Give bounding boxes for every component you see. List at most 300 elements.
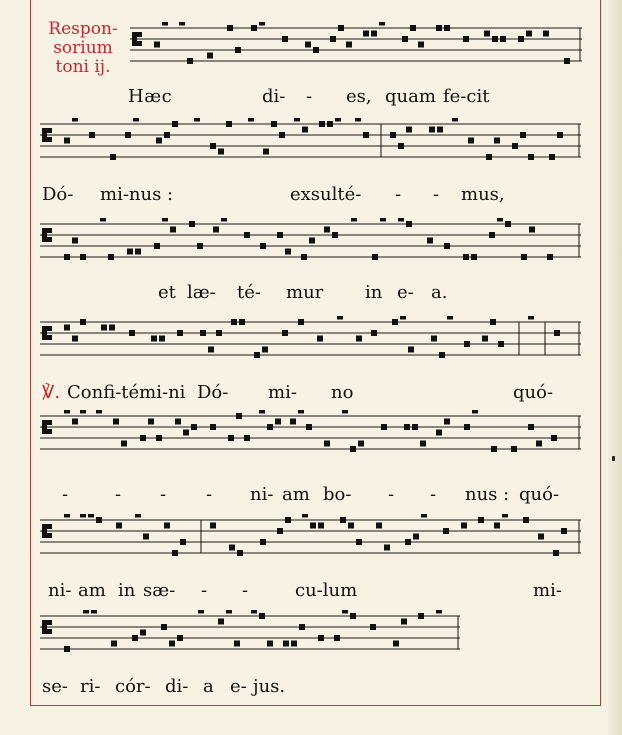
neume-note: [447, 316, 453, 320]
syllable: no: [331, 382, 354, 403]
lyric-line: [0, 676, 622, 700]
neume-note: [298, 410, 304, 414]
neume-note: [172, 550, 178, 556]
neume-note: [309, 238, 315, 244]
neume-note: [471, 254, 477, 260]
neume-note: [251, 610, 257, 614]
neume-note: [282, 330, 288, 336]
neume-note: [358, 441, 364, 447]
neume-note: [384, 545, 390, 551]
syllable: cu-lum: [295, 580, 358, 601]
neume-note: [486, 154, 492, 160]
neume-note: [154, 42, 160, 48]
neume-note: [177, 330, 183, 336]
responsory-label: [40, 20, 126, 77]
neume-note: [372, 254, 378, 260]
bottom-margin-rule: [30, 705, 601, 706]
neume-note: [244, 435, 250, 441]
clef-mark: [47, 620, 52, 625]
neume-note: [218, 149, 224, 155]
neume-note: [262, 347, 268, 353]
clef-mark: [47, 629, 52, 634]
neume-note: [464, 341, 470, 347]
neume-note: [132, 635, 138, 641]
neume-note: [156, 435, 162, 441]
neume-note: [393, 641, 399, 647]
neume-note: [463, 254, 469, 260]
neume-note: [431, 336, 437, 342]
syllable: quam: [385, 86, 436, 107]
neume-note: [444, 25, 450, 31]
syllable: mi-: [268, 382, 297, 403]
neume-note: [283, 641, 289, 647]
neume-note: [208, 347, 214, 353]
page-edge-shadow: [608, 0, 622, 735]
lyric-line: [0, 282, 622, 306]
syllable: -: [115, 484, 122, 505]
neume-note: [412, 424, 418, 430]
lyric-line: [0, 86, 622, 110]
neume-note: [497, 218, 503, 222]
staff-lines: [130, 22, 582, 68]
lyric-line: [0, 580, 622, 604]
neume-note: [324, 441, 330, 447]
syllable: in: [118, 580, 136, 601]
neume-note: [291, 641, 297, 647]
neume-note: [260, 539, 266, 545]
neume-note: [80, 514, 86, 518]
syllable: mi-nus :: [100, 184, 174, 205]
versicle-mark: ℣.: [42, 382, 61, 403]
clef-mark: [47, 429, 52, 434]
neume-note: [512, 143, 518, 149]
neume-note: [116, 523, 122, 529]
neume-note: [528, 154, 534, 160]
neume-note: [500, 36, 506, 42]
neume-note: [405, 539, 411, 545]
neume-note: [162, 22, 168, 26]
neume-note: [498, 341, 504, 347]
neume-note: [318, 635, 324, 641]
neume-note: [80, 410, 86, 414]
neume-note: [436, 430, 442, 436]
syllable: e-: [397, 282, 414, 303]
neume-note: [511, 446, 517, 452]
neume-note: [355, 118, 361, 122]
syllable: -: [395, 184, 402, 205]
neume-note: [408, 347, 414, 353]
neume-note: [179, 22, 185, 26]
neume-note: [381, 424, 387, 430]
neume-note: [489, 232, 495, 238]
neume-note: [229, 545, 235, 551]
neume-note: [418, 42, 424, 48]
neume-note: [437, 127, 443, 133]
neume-note: [254, 352, 260, 358]
staff-lines: [40, 514, 581, 566]
neume-note: [491, 446, 497, 452]
neume-note: [348, 523, 354, 529]
neume-note: [89, 132, 95, 138]
neume-note: [351, 218, 357, 222]
neume-note: [564, 58, 570, 64]
neume-note: [111, 641, 117, 647]
staff-lines: [40, 410, 581, 468]
neume-note: [159, 336, 165, 342]
neume-note: [221, 218, 227, 222]
clef-mark: [42, 326, 47, 340]
clef-mark: [47, 524, 52, 529]
neume-note: [148, 419, 154, 425]
syllable: di-: [165, 676, 189, 697]
neume-note: [420, 441, 426, 447]
syllable: mus,: [461, 184, 505, 205]
neume-note: [237, 550, 243, 556]
neume-note: [151, 336, 157, 342]
syllable: es,: [346, 86, 372, 107]
neume-note: [198, 610, 204, 614]
neume-note: [109, 325, 115, 331]
neume-note: [346, 42, 352, 48]
neume-note: [490, 319, 496, 325]
neume-note: [318, 523, 324, 529]
neume-note: [298, 319, 304, 325]
syllable: -: [242, 580, 249, 601]
neume-note: [538, 534, 544, 540]
neume-note: [439, 352, 445, 358]
neume-note: [228, 435, 234, 441]
neume-note: [427, 238, 433, 244]
staff-lines: [40, 316, 581, 368]
neume-note: [64, 138, 70, 144]
neume-note: [271, 121, 277, 127]
neume-note: [526, 31, 532, 37]
neume-note: [327, 121, 333, 127]
neume-note: [259, 22, 265, 26]
neume-note: [64, 254, 70, 260]
neume-note: [478, 517, 484, 523]
lyric-line: [0, 382, 622, 406]
neume-note: [549, 154, 555, 160]
neume-note: [290, 419, 296, 425]
clef-mark: [137, 32, 142, 37]
neume-note: [83, 610, 89, 614]
neume-note: [216, 330, 222, 336]
neume-note: [164, 132, 170, 138]
neume-note: [463, 36, 469, 42]
neume-note: [338, 25, 344, 31]
neume-note: [356, 539, 362, 545]
neume-note: [492, 36, 498, 42]
clef-mark: [47, 137, 52, 142]
neume-note: [227, 25, 233, 31]
music-staff: [40, 410, 581, 468]
neume-note: [285, 249, 291, 255]
syllable: bo-: [323, 484, 352, 505]
neume-note: [302, 127, 308, 133]
neume-note: [334, 635, 340, 641]
neume-note: [239, 319, 245, 325]
neume-note: [96, 410, 102, 414]
syllable: Confi-témi-ni: [67, 382, 186, 403]
neume-note: [452, 118, 458, 122]
clef-mark: [47, 335, 52, 340]
syllable: -: [433, 184, 440, 205]
neume-note: [494, 138, 500, 144]
neume-note: [183, 430, 189, 436]
clef-mark: [42, 228, 47, 242]
neume-note: [133, 118, 139, 122]
syllable: quó-: [513, 382, 554, 403]
neume-note: [213, 227, 219, 233]
neume-note: [461, 523, 467, 529]
neume-note: [88, 514, 94, 518]
neume-note: [379, 22, 385, 26]
neume-note: [561, 528, 567, 534]
neume-note: [547, 254, 553, 260]
neume-note: [337, 316, 343, 320]
music-staff: [130, 22, 582, 68]
clef-mark: [47, 420, 52, 425]
syllable: ni-: [250, 484, 274, 505]
neume-note: [340, 517, 346, 523]
neume-note: [518, 36, 524, 42]
syllable: mur: [286, 282, 324, 303]
music-staff: [40, 118, 581, 166]
neume-note: [80, 254, 86, 260]
music-staff: [40, 316, 581, 368]
syllable: -: [430, 484, 437, 505]
neume-note: [154, 243, 160, 249]
neume-note: [282, 36, 288, 42]
neume-note: [528, 316, 534, 320]
neume-note: [244, 232, 250, 238]
neume-note: [342, 610, 348, 614]
neume-note: [342, 410, 348, 414]
neume-note: [187, 58, 193, 64]
neume-note: [191, 424, 197, 430]
neume-note: [259, 410, 265, 414]
neume-note: [259, 613, 265, 619]
neume-note: [180, 539, 186, 545]
syllable: Hæc: [128, 86, 173, 107]
neume-note: [406, 221, 412, 227]
neume-note: [302, 514, 308, 518]
clef-mark: [47, 237, 52, 242]
neume-note: [135, 514, 141, 518]
neume-note: [135, 249, 141, 255]
responsory-label-line: toni ij.: [55, 57, 111, 77]
neume-note: [125, 132, 131, 138]
neume-note: [207, 53, 213, 59]
syllable: -: [62, 484, 69, 505]
neume-note: [551, 435, 557, 441]
neume-note: [156, 138, 162, 144]
neume-note: [406, 127, 412, 133]
syllable: -: [160, 484, 167, 505]
music-staff: [40, 218, 581, 268]
neume-note: [235, 47, 241, 53]
neume-note: [80, 319, 86, 325]
neume-note: [523, 517, 529, 523]
neume-note: [444, 419, 450, 425]
syllable: cór-: [115, 676, 151, 697]
clef-mark: [42, 420, 47, 434]
syllable: mi-: [533, 580, 562, 601]
neume-note: [275, 419, 281, 425]
ink-speck: [612, 456, 615, 461]
neume-note: [226, 610, 232, 614]
neume-note: [121, 441, 127, 447]
neume-note: [443, 528, 449, 534]
neume-note: [251, 25, 257, 31]
neume-note: [332, 232, 338, 238]
syllable: -: [206, 484, 213, 505]
neume-note: [210, 143, 216, 149]
neume-note: [313, 47, 319, 53]
neume-note: [299, 624, 305, 630]
staff-lines: [40, 118, 581, 166]
neume-note: [218, 619, 224, 625]
neume-note: [267, 641, 273, 647]
music-staff: [40, 514, 581, 566]
neume-note: [429, 127, 435, 133]
neume-note: [472, 410, 478, 414]
neume-note: [330, 36, 336, 42]
neume-note: [521, 254, 527, 260]
syllable: a: [203, 676, 214, 697]
neume-note: [260, 243, 266, 249]
neume-note: [436, 610, 442, 614]
neume-note: [520, 132, 526, 138]
neume-note: [444, 243, 450, 249]
clef-mark: [132, 32, 137, 46]
syllable: ni-: [48, 580, 72, 601]
neume-note: [197, 243, 203, 249]
neume-note: [464, 424, 470, 430]
staff-lines: [40, 610, 460, 668]
neume-note: [436, 25, 442, 31]
neume-note: [413, 534, 419, 540]
neume-note: [350, 446, 356, 452]
clef-mark: [47, 326, 52, 331]
neume-note: [189, 221, 195, 227]
neume-note: [64, 410, 70, 414]
neume-note: [110, 154, 116, 160]
clef-mark: [42, 620, 47, 634]
neume-note: [350, 613, 356, 619]
syllable: sæ-: [143, 580, 176, 601]
neume-note: [72, 336, 78, 342]
neume-note: [164, 523, 170, 529]
syllable: fe-cit: [443, 86, 490, 107]
neume-note: [404, 424, 410, 430]
neume-note: [324, 227, 330, 233]
clef-mark: [42, 524, 47, 538]
neume-note: [543, 31, 549, 37]
neume-note: [557, 132, 563, 138]
neume-note: [100, 218, 106, 222]
clef-mark: [42, 128, 47, 142]
neume-note: [380, 218, 386, 222]
neume-note: [169, 641, 175, 647]
neume-note: [317, 336, 323, 342]
neume-note: [294, 118, 300, 122]
neume-note: [398, 218, 404, 222]
neume-note: [301, 254, 307, 260]
staff-lines: [40, 218, 581, 268]
neume-note: [267, 424, 273, 430]
syllable: di-: [262, 86, 286, 107]
neume-note: [162, 218, 168, 222]
neume-note: [305, 42, 311, 48]
neume-note: [236, 413, 242, 419]
syllable: nus :: [465, 484, 510, 505]
syllable: té-: [237, 282, 261, 303]
responsory-label-line: sorium: [53, 38, 113, 58]
neume-note: [319, 121, 325, 127]
neume-note: [392, 319, 398, 325]
neume-note: [468, 138, 474, 144]
neume-note: [371, 31, 377, 37]
syllable: in: [365, 282, 383, 303]
neume-note: [376, 523, 382, 529]
clef-mark: [47, 533, 52, 538]
neume-note: [553, 550, 559, 556]
syllable: Dó-: [42, 184, 74, 205]
neume-note: [482, 336, 488, 342]
syllable: ri-: [80, 676, 101, 697]
neume-note: [484, 31, 490, 37]
syllable: se-: [42, 676, 68, 697]
neume-note: [370, 624, 376, 630]
neume-note: [400, 316, 406, 320]
neume-note: [306, 424, 312, 430]
lyric-line: [0, 184, 622, 208]
neume-note: [536, 441, 542, 447]
syllable: quó-: [519, 484, 560, 505]
syllable: am: [78, 580, 106, 601]
neume-note: [421, 514, 427, 518]
neume-note: [101, 325, 107, 331]
neume-note: [172, 121, 178, 127]
neume-note: [402, 36, 408, 42]
neume-note: [528, 424, 534, 430]
neume-note: [72, 118, 78, 122]
neume-note: [363, 31, 369, 37]
clef-mark: [137, 41, 142, 46]
neume-note: [401, 619, 407, 625]
syllable: exsulté-: [290, 184, 362, 205]
syllable: jus.: [253, 676, 286, 697]
syllable: am: [282, 484, 310, 505]
neume-note: [210, 523, 216, 529]
neume-note: [285, 517, 291, 523]
neume-note: [410, 25, 416, 31]
neume-note: [129, 330, 135, 336]
syllable: e-: [230, 676, 247, 697]
neume-note: [494, 523, 500, 529]
neume-note: [310, 523, 316, 529]
neume-note: [335, 118, 341, 122]
neume-note: [72, 419, 78, 425]
neume-note: [371, 330, 377, 336]
neume-note: [231, 319, 237, 325]
neume-note: [554, 330, 560, 336]
syllable: -: [306, 86, 313, 107]
music-staff: [40, 610, 460, 668]
neume-note: [248, 118, 254, 122]
